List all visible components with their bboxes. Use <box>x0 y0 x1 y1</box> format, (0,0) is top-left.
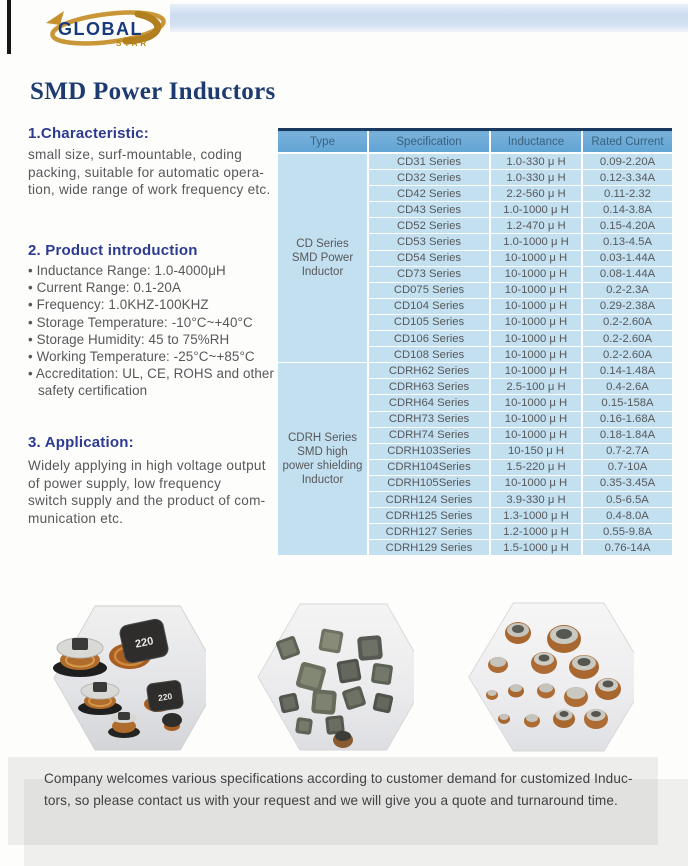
inductance-cell: 2.2-560 μ H <box>490 186 582 202</box>
application-line: of power supply, low frequency <box>28 475 222 491</box>
current-cell: 0.15-158A <box>582 395 672 411</box>
type-line: SMD high <box>297 446 348 459</box>
spec-cell: CD31 Series <box>368 153 490 170</box>
product-introduction-heading: 2. Product introduction <box>28 242 198 259</box>
list-item: • Storage Temperature: -10°C~+40°C <box>28 314 280 331</box>
current-cell: 0.55-9.8A <box>582 524 672 540</box>
inductance-cell: 1.5-220 μ H <box>490 459 582 475</box>
inductance-cell: 1.2-1000 μ H <box>490 524 582 540</box>
type-line: CD Series <box>296 238 349 251</box>
inductance-cell: 10-1000 μ H <box>490 411 582 427</box>
inductance-cell: 10-1000 μ H <box>490 427 582 443</box>
page-title: SMD Power Inductors <box>30 78 276 105</box>
footer-line: tors, so please contact us with your request and we will give you a quote and turnaround time. <box>44 793 618 808</box>
column-header-specification: Specification <box>368 130 490 154</box>
application-line: switch supply and the product of com- <box>28 493 266 509</box>
column-header-type: Type <box>278 130 368 154</box>
product-photo-hex-cd <box>36 604 206 757</box>
print-artifact-bar <box>7 0 11 54</box>
column-header-rated-current: Rated Current <box>582 130 672 154</box>
spec-cell: CD73 Series <box>368 266 490 282</box>
current-cell: 0.29-2.38A <box>582 298 672 314</box>
inductance-cell: 1.3-1000 μ H <box>490 508 582 524</box>
list-item: • Current Range: 0.1-20A <box>28 279 280 296</box>
inductance-cell: 10-1000 μ H <box>490 475 582 491</box>
application-line: munication etc. <box>28 510 124 526</box>
inductance-cell: 10-1000 μ H <box>490 331 582 347</box>
inductance-cell: 1.2-470 μ H <box>490 218 582 234</box>
inductance-cell: 10-1000 μ H <box>490 395 582 411</box>
current-cell: 0.03-1.44A <box>582 250 672 266</box>
current-cell: 0.16-1.68A <box>582 411 672 427</box>
product-photo-hex-shielded <box>240 602 414 757</box>
product-introduction-list <box>28 262 280 400</box>
spec-cell: CDRH124 Series <box>368 491 490 507</box>
footer-line: Company welcomes various specifications according to customer demand for customized Induc- <box>44 771 633 786</box>
current-cell: 0.76-14A <box>582 540 672 556</box>
list-item: • Accreditation: UL, CE, ROHS and other safety certification <box>28 365 280 399</box>
current-cell: 0.2-2.3A <box>582 282 672 298</box>
spec-cell: CDRH62 Series <box>368 363 490 379</box>
spec-cell: CDRH74 Series <box>368 427 490 443</box>
table-row <box>278 153 672 170</box>
spec-cell: CDRH64 Series <box>368 395 490 411</box>
company-logo <box>34 5 170 55</box>
application-paragraph <box>28 457 278 527</box>
current-cell: 0.14-1.48A <box>582 363 672 379</box>
spec-cell: CD54 Series <box>368 250 490 266</box>
inductance-cell: 1.5-1000 μ H <box>490 540 582 556</box>
header-blue-band <box>170 4 688 32</box>
inductance-cell: 1.0-1000 μ H <box>490 234 582 250</box>
spec-cell: CDRH63 Series <box>368 379 490 395</box>
spec-cell: CDRH129 Series <box>368 540 490 556</box>
list-item: • Working Temperature: -25°C~+85°C <box>28 348 280 365</box>
list-item: • Storage Humidity: 45 to 75%RH <box>28 331 280 348</box>
list-item: • Inductance Range: 1.0-4000μH <box>28 262 280 279</box>
inductance-cell: 10-1000 μ H <box>490 250 582 266</box>
spec-cell: CDRH105Series <box>368 475 490 491</box>
inductor-marking: 220 <box>157 691 173 703</box>
logo-text: GLOBAL <box>58 19 143 39</box>
spec-cell: CD106 Series <box>368 331 490 347</box>
globalstar-logo-graphic <box>34 5 170 55</box>
current-cell: 0.35-3.45A <box>582 475 672 491</box>
inductance-cell: 10-1000 μ H <box>490 314 582 330</box>
inductor-marking: 220 <box>134 635 155 651</box>
list-item: • Frequency: 1.0KHZ-100KHZ <box>28 296 280 313</box>
current-cell: 0.14-3.8A <box>582 202 672 218</box>
inductance-cell: 10-1000 μ H <box>490 266 582 282</box>
spec-cell: CDRH104Series <box>368 459 490 475</box>
inductance-cell: 10-1000 μ H <box>490 347 582 363</box>
characteristic-line: small size, surf-mountable, coding <box>28 147 243 162</box>
type-cell-cd-series <box>278 153 368 363</box>
inductance-cell: 1.0-330 μ H <box>490 170 582 186</box>
table-row <box>278 363 672 379</box>
current-cell: 0.12-3.34A <box>582 170 672 186</box>
type-line: CDRH Series <box>287 432 357 445</box>
current-cell: 0.11-2.32 <box>582 186 672 202</box>
inductance-cell: 1.0-1000 μ H <box>490 202 582 218</box>
inductance-cell: 3.9-330 μ H <box>490 491 582 507</box>
type-line: Inductor <box>301 474 344 487</box>
spec-cell: CD108 Series <box>368 347 490 363</box>
spec-cell: CD104 Series <box>368 298 490 314</box>
current-cell: 0.2-2.60A <box>582 314 672 330</box>
inductor-spec-table <box>278 128 672 556</box>
inductance-cell: 10-150 μ H <box>490 443 582 459</box>
current-cell: 0.2-2.60A <box>582 331 672 347</box>
inductance-cell: 2.5-100 μ H <box>490 379 582 395</box>
spec-cell: CD42 Series <box>368 186 490 202</box>
column-header-inductance: Inductance <box>490 130 582 154</box>
spec-cell: CD53 Series <box>368 234 490 250</box>
type-line: Inductor <box>301 266 344 279</box>
current-cell: 0.5-6.5A <box>582 491 672 507</box>
inductance-cell: 10-1000 μ H <box>490 298 582 314</box>
application-line: Widely applying in high voltage output <box>28 458 266 473</box>
type-line: SMD Power <box>291 252 354 265</box>
inductance-cell: 1.0-330 μ H <box>490 153 582 170</box>
logo-subtext: STAR <box>116 39 150 48</box>
spec-cell: CDRH73 Series <box>368 411 490 427</box>
current-cell: 0.13-4.5A <box>582 234 672 250</box>
current-cell: 0.08-1.44A <box>582 266 672 282</box>
current-cell: 0.2-2.60A <box>582 347 672 363</box>
characteristic-paragraph <box>28 146 278 199</box>
spec-cell: CDRH125 Series <box>368 508 490 524</box>
inductance-cell: 10-1000 μ H <box>490 282 582 298</box>
current-cell: 0.09-2.20A <box>582 153 672 170</box>
current-cell: 0.15-4.20A <box>582 218 672 234</box>
current-cell: 0.18-1.84A <box>582 427 672 443</box>
spec-cell: CDRH103Series <box>368 443 490 459</box>
type-line: power shielding <box>282 460 363 473</box>
spec-cell: CD075 Series <box>368 282 490 298</box>
inductance-cell: 10-1000 μ H <box>490 363 582 379</box>
application-heading: 3. Application: <box>28 434 134 451</box>
footer-note <box>44 768 633 812</box>
spec-cell: CD52 Series <box>368 218 490 234</box>
spec-cell: CD43 Series <box>368 202 490 218</box>
characteristic-line: packing, suitable for automatic opera- <box>28 164 265 180</box>
current-cell: 0.4-8.0A <box>582 508 672 524</box>
current-cell: 0.7-10A <box>582 459 672 475</box>
spec-cell: CD32 Series <box>368 170 490 186</box>
characteristic-line: tion, wide range of work frequency etc. <box>28 182 271 198</box>
table-header-row <box>278 130 672 154</box>
current-cell: 0.4-2.6A <box>582 379 672 395</box>
current-cell: 0.7-2.7A <box>582 443 672 459</box>
product-photo-hex-coils <box>452 601 634 758</box>
spec-cell: CD105 Series <box>368 314 490 330</box>
characteristic-heading: 1.Characteristic: <box>28 125 149 142</box>
type-cell-cdrh-series <box>278 363 368 556</box>
spec-cell: CDRH127 Series <box>368 524 490 540</box>
